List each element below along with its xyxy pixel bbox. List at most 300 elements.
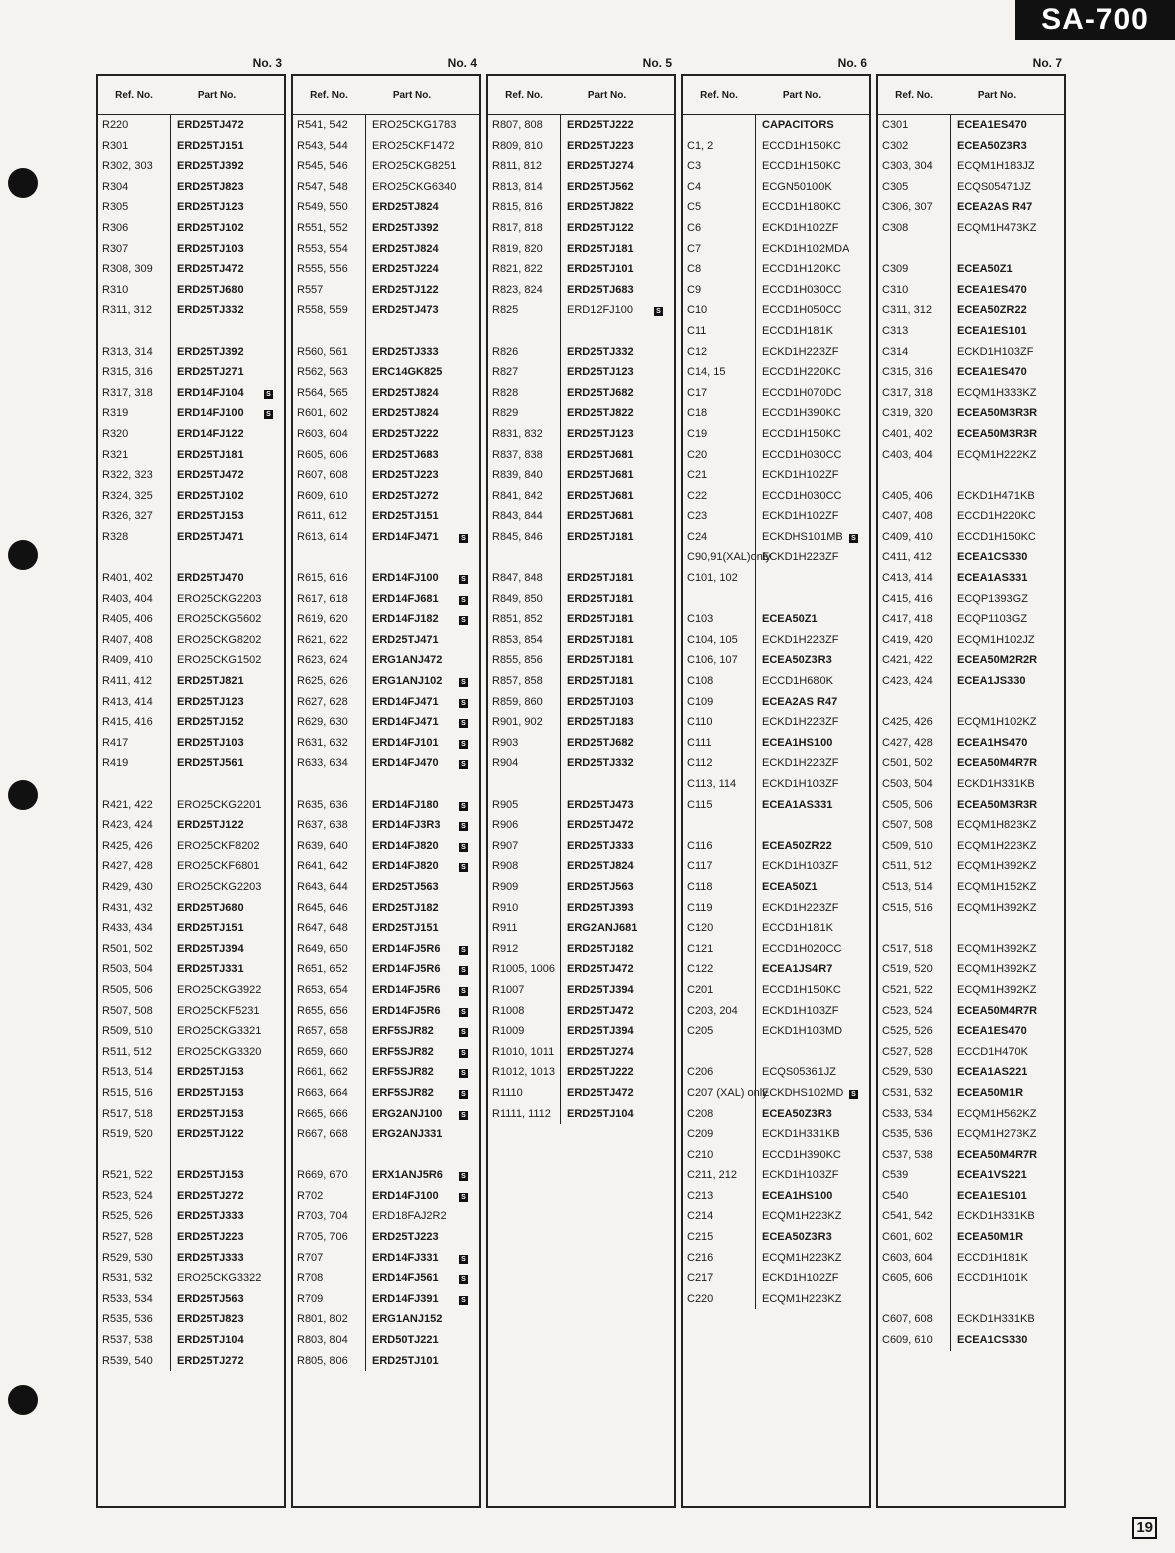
part-no: ERD25TJ824 <box>365 197 459 218</box>
no-mark <box>1044 609 1064 630</box>
no-mark <box>849 877 869 898</box>
no-mark <box>1044 753 1064 774</box>
part-no: ERD25TJ562 <box>560 177 654 198</box>
table-row <box>878 671 1064 692</box>
part-no <box>170 1145 264 1166</box>
safety-mark <box>459 1021 479 1042</box>
table-row <box>293 342 479 363</box>
no-mark <box>654 856 674 877</box>
table-row <box>683 403 869 424</box>
no-mark <box>264 218 284 239</box>
table-header <box>293 76 479 115</box>
part-no: ECCD1H180KC <box>755 197 849 218</box>
ref-no: C601, 602 <box>882 1231 933 1244</box>
ref-no: R1005, 1006 <box>492 963 555 976</box>
ref-no: R813, 814 <box>492 180 543 193</box>
section-title: CAPACITORS <box>755 115 849 136</box>
part-no: ERD25TJ681 <box>560 465 654 486</box>
part-no: ERD25TJ392 <box>170 156 264 177</box>
part-no: ECEA1ES101 <box>950 321 1044 342</box>
no-mark <box>654 383 674 404</box>
table-row <box>293 1206 479 1227</box>
table-row <box>878 197 1064 218</box>
ref-no: C209 <box>687 1128 714 1141</box>
table-row <box>293 239 479 260</box>
part-no: ERD25TJ822 <box>560 403 654 424</box>
ref-no: R1110 <box>492 1086 523 1099</box>
table-row <box>293 836 479 857</box>
ref-no: C503, 504 <box>882 778 933 790</box>
part-no: ECEA50M1R <box>950 1227 1044 1248</box>
table-row <box>98 939 284 960</box>
part-no: ERD25TJ222 <box>365 424 459 445</box>
table-row <box>293 177 479 198</box>
ref-no: R703, 704 <box>297 1210 348 1223</box>
part-no: ECEA1CS330 <box>950 1330 1044 1351</box>
part-no: ECEA1JS4R7 <box>755 959 849 980</box>
table-row <box>98 712 284 733</box>
part-no: ECCD1H390KC <box>755 403 849 424</box>
no-mark <box>459 424 479 445</box>
ref-no: C23 <box>687 510 708 523</box>
table-row <box>293 156 479 177</box>
safety-mark <box>459 959 479 980</box>
ref-no: C537, 538 <box>882 1148 933 1161</box>
ref-no: R615, 616 <box>297 572 348 585</box>
ref-no: R643, 644 <box>297 880 348 893</box>
table-row <box>293 1227 479 1248</box>
ref-no: C501, 502 <box>882 757 933 770</box>
safety-s-icon: S <box>459 699 468 708</box>
table-row <box>878 877 1064 898</box>
ref-no: C110 <box>687 716 713 729</box>
table-row <box>878 980 1064 1001</box>
part-no: ERD25TJ181 <box>560 589 654 610</box>
table-row <box>293 671 479 692</box>
table-row <box>98 1062 284 1083</box>
part-no: ERD25TJ103 <box>170 239 264 260</box>
no-mark <box>264 1104 284 1125</box>
table-row <box>878 1062 1064 1083</box>
ref-no: R635, 636 <box>297 798 348 811</box>
part-no: ECQM1H223KZ <box>755 1289 849 1310</box>
part-no <box>170 547 264 568</box>
ref-no: C201 <box>687 983 714 996</box>
table-row <box>488 877 674 898</box>
no-mark <box>459 177 479 198</box>
part-no: ECCD1H470K <box>950 1042 1044 1063</box>
ref-no: R560, 561 <box>297 345 348 358</box>
no-mark <box>654 156 674 177</box>
no-mark <box>1044 1083 1064 1104</box>
no-mark <box>849 1001 869 1022</box>
table-row <box>878 1021 1064 1042</box>
no-mark <box>849 1042 869 1063</box>
parts-table <box>876 74 1066 1508</box>
ref-no: R523, 524 <box>102 1189 153 1202</box>
safety-mark <box>459 815 479 836</box>
table-row <box>293 568 479 589</box>
part-no: ECEA50M3R3R <box>950 424 1044 445</box>
no-mark <box>459 1330 479 1351</box>
safety-mark <box>459 671 479 692</box>
ref-no: R527, 528 <box>102 1231 153 1244</box>
table-row <box>683 321 869 342</box>
no-mark <box>654 980 674 1001</box>
table-row <box>293 197 479 218</box>
part-no: ECEA50Z3R3 <box>755 650 849 671</box>
part-no: ECCD1H150KC <box>755 424 849 445</box>
no-mark <box>849 671 869 692</box>
no-mark <box>849 1268 869 1289</box>
no-mark <box>1044 465 1064 486</box>
no-mark <box>264 959 284 980</box>
ref-no: R709 <box>297 1292 324 1305</box>
no-mark <box>1044 218 1064 239</box>
part-no: ECQM1H223KZ <box>950 836 1044 857</box>
ref-no: R837, 838 <box>492 448 543 461</box>
part-no <box>365 774 459 795</box>
table-row <box>683 506 869 527</box>
table-row <box>293 712 479 733</box>
ref-no: C421, 422 <box>882 654 933 667</box>
ref-no: R859, 860 <box>492 695 543 708</box>
part-no: ERD14FJ391 <box>365 1289 459 1310</box>
ref-no: R853, 854 <box>492 633 543 646</box>
no-mark <box>849 1165 869 1186</box>
part-no: ERX1ANJ5R6 <box>365 1165 459 1186</box>
part-no <box>560 774 654 795</box>
table-row <box>293 898 479 919</box>
part-no: ERD25TJ472 <box>170 259 264 280</box>
part-no: ERD25TJ152 <box>170 712 264 733</box>
table-row <box>683 918 869 939</box>
table-row <box>98 856 284 877</box>
ref-no: R511, 512 <box>102 1045 152 1058</box>
no-mark <box>654 547 674 568</box>
no-mark <box>1044 836 1064 857</box>
ref-no: R547, 548 <box>297 180 348 193</box>
table-row <box>98 1227 284 1248</box>
no-mark <box>264 1165 284 1186</box>
ref-no: C309 <box>882 263 909 276</box>
no-mark <box>264 1124 284 1145</box>
table-row <box>878 1227 1064 1248</box>
part-no: ERD25TJ821 <box>170 671 264 692</box>
part-no <box>560 321 654 342</box>
table-row <box>293 1248 479 1269</box>
no-mark <box>1044 1145 1064 1166</box>
ref-no <box>683 1042 755 1063</box>
ref-no: R811, 812 <box>492 160 542 173</box>
table-header <box>488 76 674 115</box>
ref-no: R621, 622 <box>297 633 348 646</box>
no-mark <box>1044 506 1064 527</box>
table-row <box>683 1104 869 1125</box>
ref-no: C120 <box>687 922 714 935</box>
no-mark <box>459 218 479 239</box>
no-mark <box>654 403 674 424</box>
ref-no: R828 <box>492 386 519 399</box>
no-mark <box>264 795 284 816</box>
safety-mark <box>459 1268 479 1289</box>
no-mark <box>849 815 869 836</box>
no-mark <box>1044 383 1064 404</box>
part-no <box>755 815 849 836</box>
table-row <box>683 733 869 754</box>
no-mark <box>264 753 284 774</box>
no-mark <box>1044 589 1064 610</box>
part-no: ECQS05471JZ <box>950 177 1044 198</box>
ref-no: C405, 406 <box>882 489 933 502</box>
table-row <box>878 362 1064 383</box>
part-no: ERD25TJ122 <box>365 280 459 301</box>
part-no: ECCD1H101K <box>950 1268 1044 1289</box>
ref-no: R513, 514 <box>102 1066 153 1079</box>
table-row <box>293 609 479 630</box>
part-no: ERD25TJ394 <box>560 1021 654 1042</box>
safety-mark <box>459 1289 479 1310</box>
ref-no: R417 <box>102 736 129 749</box>
ref-no: C12 <box>687 345 708 358</box>
part-no: ECEA1AS331 <box>755 795 849 816</box>
part-no: ERD25TJ274 <box>560 156 654 177</box>
no-mark <box>264 630 284 651</box>
no-mark <box>654 1104 674 1125</box>
ref-no: R307 <box>102 242 129 255</box>
ref-no: R705, 706 <box>297 1231 348 1244</box>
part-no: ECEA1ES470 <box>950 362 1044 383</box>
safety-s-icon: S <box>459 1172 468 1181</box>
table-row <box>683 877 869 898</box>
no-mark <box>264 1021 284 1042</box>
table-row <box>488 486 674 507</box>
ref-no <box>293 1145 365 1166</box>
table-row <box>98 898 284 919</box>
ref-no: R509, 510 <box>102 1025 153 1038</box>
part-no: ECEA50Z3R3 <box>755 1104 849 1125</box>
no-mark <box>849 1145 869 1166</box>
ref-no: R311, 312 <box>102 304 152 317</box>
no-mark <box>459 445 479 466</box>
safety-mark <box>459 980 479 1001</box>
ref-no: R317, 318 <box>102 386 153 399</box>
ref-no: C511, 512 <box>882 860 932 873</box>
ref-no: R901, 902 <box>492 716 543 729</box>
no-mark <box>1044 342 1064 363</box>
table-row <box>488 1062 674 1083</box>
no-mark <box>264 259 284 280</box>
panel-number: No. 6 <box>837 56 867 70</box>
table-header <box>878 76 1064 115</box>
part-no: ECEA50Z1 <box>755 877 849 898</box>
part-no: ECKD1H102MDA <box>755 239 849 260</box>
ref-no: R631, 632 <box>297 736 348 749</box>
table-row <box>98 630 284 651</box>
ref-no: R537, 538 <box>102 1334 153 1347</box>
no-mark <box>654 650 674 671</box>
part-no: ERD25TJ471 <box>365 630 459 651</box>
table-row <box>98 136 284 157</box>
ref-no: R562, 563 <box>297 366 348 379</box>
no-mark <box>1044 1062 1064 1083</box>
part-no: ECQM1H183JZ <box>950 156 1044 177</box>
part-no: ERD25TJ681 <box>560 486 654 507</box>
table-row <box>98 1248 284 1269</box>
part-no: ERO25CKG3922 <box>170 980 264 1001</box>
part-no: ERG2ANJ331 <box>365 1124 459 1145</box>
ref-no: R659, 660 <box>297 1045 348 1058</box>
ref-no: R407, 408 <box>102 633 153 646</box>
ref-no: R855, 856 <box>492 654 543 667</box>
page-number: 19 <box>1132 1517 1157 1539</box>
table-row <box>488 959 674 980</box>
ref-no: C605, 606 <box>882 1272 933 1285</box>
ref-no: C4 <box>687 180 702 193</box>
binding-hole <box>8 168 38 198</box>
safety-s-icon: S <box>849 1090 858 1099</box>
table-row <box>683 1227 869 1248</box>
ref-no: R639, 640 <box>297 839 348 852</box>
no-mark <box>264 589 284 610</box>
ref-no: C220 <box>687 1292 714 1305</box>
table-row <box>98 1330 284 1351</box>
part-no: ERD25TJ824 <box>365 239 459 260</box>
part-no: ERD25TJ333 <box>560 836 654 857</box>
table-row <box>293 218 479 239</box>
ref-no: C206 <box>687 1066 714 1079</box>
ref-no: R665, 666 <box>297 1107 348 1120</box>
table-row <box>98 424 284 445</box>
part-no: ERD25TJ473 <box>560 795 654 816</box>
no-mark <box>459 321 479 342</box>
no-mark <box>264 486 284 507</box>
part-no: ERO25CKG6340 <box>365 177 459 198</box>
no-mark <box>849 733 869 754</box>
ref-no: C515, 516 <box>882 901 933 914</box>
table-row <box>293 1001 479 1022</box>
ref-no: C17 <box>687 386 708 399</box>
part-no: ECCD1H020CC <box>755 939 849 960</box>
safety-s-icon: S <box>459 1090 468 1099</box>
part-no: ERD14FJ100 <box>365 568 459 589</box>
safety-s-icon: S <box>459 987 468 996</box>
table-row <box>488 218 674 239</box>
no-mark <box>264 445 284 466</box>
table-row <box>683 1145 869 1166</box>
part-no: ERD25TJ151 <box>365 506 459 527</box>
no-mark <box>1044 1330 1064 1351</box>
part-no: ERD25TJ822 <box>560 197 654 218</box>
safety-s-icon: S <box>459 1028 468 1037</box>
ref-no: R1008 <box>492 1004 525 1017</box>
no-mark <box>849 218 869 239</box>
part-no <box>365 547 459 568</box>
table-row <box>488 115 674 136</box>
no-mark <box>849 1248 869 1269</box>
no-mark <box>264 568 284 589</box>
ref-no: R423, 424 <box>102 819 153 832</box>
ref-no: R912 <box>492 942 519 955</box>
no-mark <box>849 980 869 1001</box>
table-row <box>98 342 284 363</box>
no-mark <box>654 898 674 919</box>
table-row <box>878 1309 1064 1330</box>
part-no: ERD25TJ181 <box>560 568 654 589</box>
no-mark <box>654 506 674 527</box>
part-no: ERD25TJ472 <box>560 959 654 980</box>
table-row <box>98 465 284 486</box>
ref-no: R627, 628 <box>297 695 348 708</box>
table-row <box>488 1083 674 1104</box>
ref-no: R324, 325 <box>102 489 153 502</box>
table-row <box>683 424 869 445</box>
ref-no: R421, 422 <box>102 798 153 811</box>
table-row <box>98 300 284 321</box>
parts-panel <box>96 52 286 1512</box>
part-no: ECKD1H331KB <box>950 774 1044 795</box>
part-no <box>755 589 849 610</box>
part-no: ECEA50Z3R3 <box>950 136 1044 157</box>
safety-s-icon: S <box>459 1069 468 1078</box>
part-no: ECGN50100K <box>755 177 849 198</box>
table-row <box>293 1083 479 1104</box>
part-no: ERD14FJ820 <box>365 856 459 877</box>
safety-s-icon: S <box>459 966 468 975</box>
part-no: ERD25TJ472 <box>170 465 264 486</box>
table-row <box>683 589 869 610</box>
part-no: ERF5SJR82 <box>365 1021 459 1042</box>
no-mark <box>849 856 869 877</box>
table-row <box>293 980 479 1001</box>
safety-mark <box>459 795 479 816</box>
no-mark <box>264 1001 284 1022</box>
part-no: ECKD1H223ZF <box>755 547 849 568</box>
ref-no: R805, 806 <box>297 1354 348 1367</box>
no-mark <box>264 918 284 939</box>
no-mark <box>459 156 479 177</box>
no-mark <box>264 712 284 733</box>
no-mark <box>1044 1042 1064 1063</box>
part-no: ERD25TJ151 <box>170 918 264 939</box>
no-mark <box>264 898 284 919</box>
table-row <box>683 1248 869 1269</box>
part-no: ECCD1H181K <box>755 918 849 939</box>
ref-no: C533, 534 <box>882 1107 933 1120</box>
part-no: ECQM1H102JZ <box>950 630 1044 651</box>
ref-no: R427, 428 <box>102 860 153 873</box>
no-mark <box>1044 1186 1064 1207</box>
panel-number: No. 3 <box>252 56 282 70</box>
part-no: ECCD1H680K <box>755 671 849 692</box>
table-row <box>98 1104 284 1125</box>
table-row <box>683 1206 869 1227</box>
table-row <box>488 403 674 424</box>
part-no: ECQM1H223KZ <box>755 1206 849 1227</box>
safety-s-icon: S <box>264 390 273 399</box>
no-mark <box>459 650 479 671</box>
section-heading <box>683 115 869 136</box>
ref-no: R1007 <box>492 983 525 996</box>
ref-no: C208 <box>687 1107 714 1120</box>
ref-no: C607, 608 <box>882 1313 933 1326</box>
part-no <box>365 1145 459 1166</box>
table-row <box>683 445 869 466</box>
part-no: ERD25TJ123 <box>560 362 654 383</box>
part-no: ECCD1H120KC <box>755 259 849 280</box>
part-no <box>950 918 1044 939</box>
part-no: ERG2ANJ681 <box>560 918 654 939</box>
